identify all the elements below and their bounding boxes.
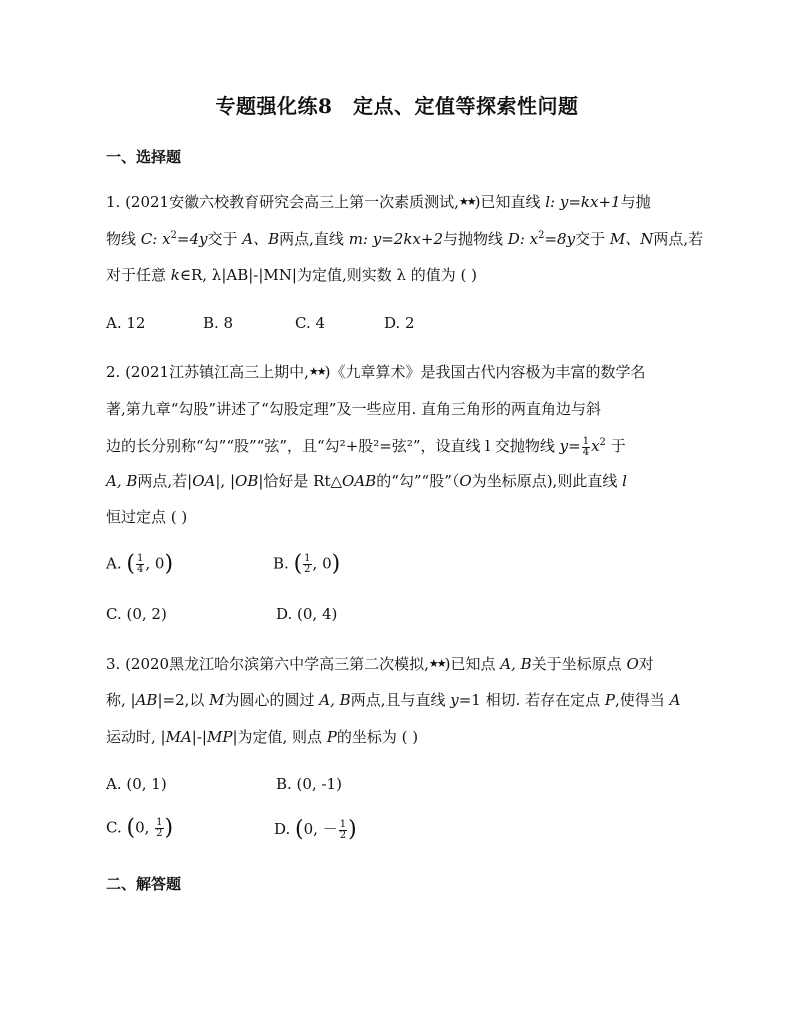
q3-option-d[interactable]: D. (0, － $\frac{1}{2}$ ) <box>274 817 357 842</box>
fraction-one-quarter: $\frac{1}{4}$ <box>582 435 590 458</box>
fraction-one-half: $\frac{1}{2}$ <box>156 817 163 839</box>
q1-option-b[interactable]: B. 8 <box>203 314 234 332</box>
difficulty-stars-icon: ★★ <box>308 365 325 378</box>
difficulty-stars-icon: ★★ <box>428 657 445 670</box>
section-choice-heading: 一、选择题 <box>106 148 182 166</box>
q3-line-1: 3. (2020黑龙江哈尔滨第六中学高三第二次模拟,★★)已知点 A, B关于坐标原点 O对 <box>106 655 654 673</box>
q3-option-c[interactable]: C. (0, $\frac{1}{2}$ ) <box>106 815 174 841</box>
q2-line-3: 边的长分别称“勾”“股”“弦”，且“勾²+股²=弦²”，设直线 l 交抛物线 y= $\frac{1}{4}$ $x^2$ 于 <box>106 435 626 458</box>
q1-option-a[interactable]: A. 12 <box>106 314 146 332</box>
q2-line-1: 2. (2021江苏镇江高三上期中,★★)《九章算术》是我国古代内容极为丰富的数学名 <box>106 363 646 381</box>
q1-line-1: 1. (2021安徽六校教育研究会高三上第一次素质测试,★★)已知直线 l: y=kx+1与抛 <box>106 193 651 211</box>
q2-option-a[interactable]: A. ( $\frac{1}{4}$ , 0) <box>106 551 174 577</box>
q1-line-3: 对于任意 k∈R, λ|AB|-|MN|为定值,则实数 λ 的值为 ( ) <box>106 266 478 284</box>
fraction-one-half: $\frac{1}{2}$ <box>339 818 347 841</box>
q2-option-c[interactable]: C. (0, 2) <box>106 605 167 623</box>
page-title: 专题强化练8 定点、定值等探索性问题 <box>215 94 579 118</box>
q1-option-c[interactable]: C. 4 <box>295 314 326 332</box>
q3-option-a[interactable]: A. (0, 1) <box>106 775 167 793</box>
q3-line-2: 称, |AB|=2,以 M为圆心的圆过 A, B两点,且与直线 y=1 相切. 若存在定点 P,使得当 A <box>106 691 681 709</box>
q2-line-5: 恒过定点 ( ) <box>106 508 188 526</box>
q2-option-d[interactable]: D. (0, 4) <box>276 605 338 623</box>
difficulty-stars-icon: ★★ <box>458 195 475 208</box>
q2-option-b[interactable]: B. ( $\frac{1}{2}$ , 0) <box>273 551 341 577</box>
section-answer-heading: 二、解答题 <box>106 875 182 893</box>
q3-option-b[interactable]: B. (0, -1) <box>276 775 342 793</box>
fraction-one-quarter: $\frac{1}{4}$ <box>136 553 144 575</box>
q1-line-2: 物线 C: $x^2=4y$交于 A、B两点,直线 m: y=2kx+2与抛物线 D: $x^2=8y$交于 M、N两点,若 <box>106 230 704 248</box>
q2-line-2: 著,第九章“勾股”讲述了“勾股定理”及一些应用. 直角三角形的两直角边与斜 <box>106 400 601 418</box>
q1-option-d[interactable]: D. 2 <box>384 314 415 332</box>
fraction-one-half: $\frac{1}{2}$ <box>304 553 311 575</box>
q2-line-4: A, B两点,若|OA|, |OB|恰好是 Rt△OAB的“勾”“股”（O为坐标原点),则此直线 l <box>106 472 627 490</box>
q3-line-3: 运动时, |MA|-|MP|为定值, 则点 P的坐标为 ( ) <box>106 728 419 746</box>
